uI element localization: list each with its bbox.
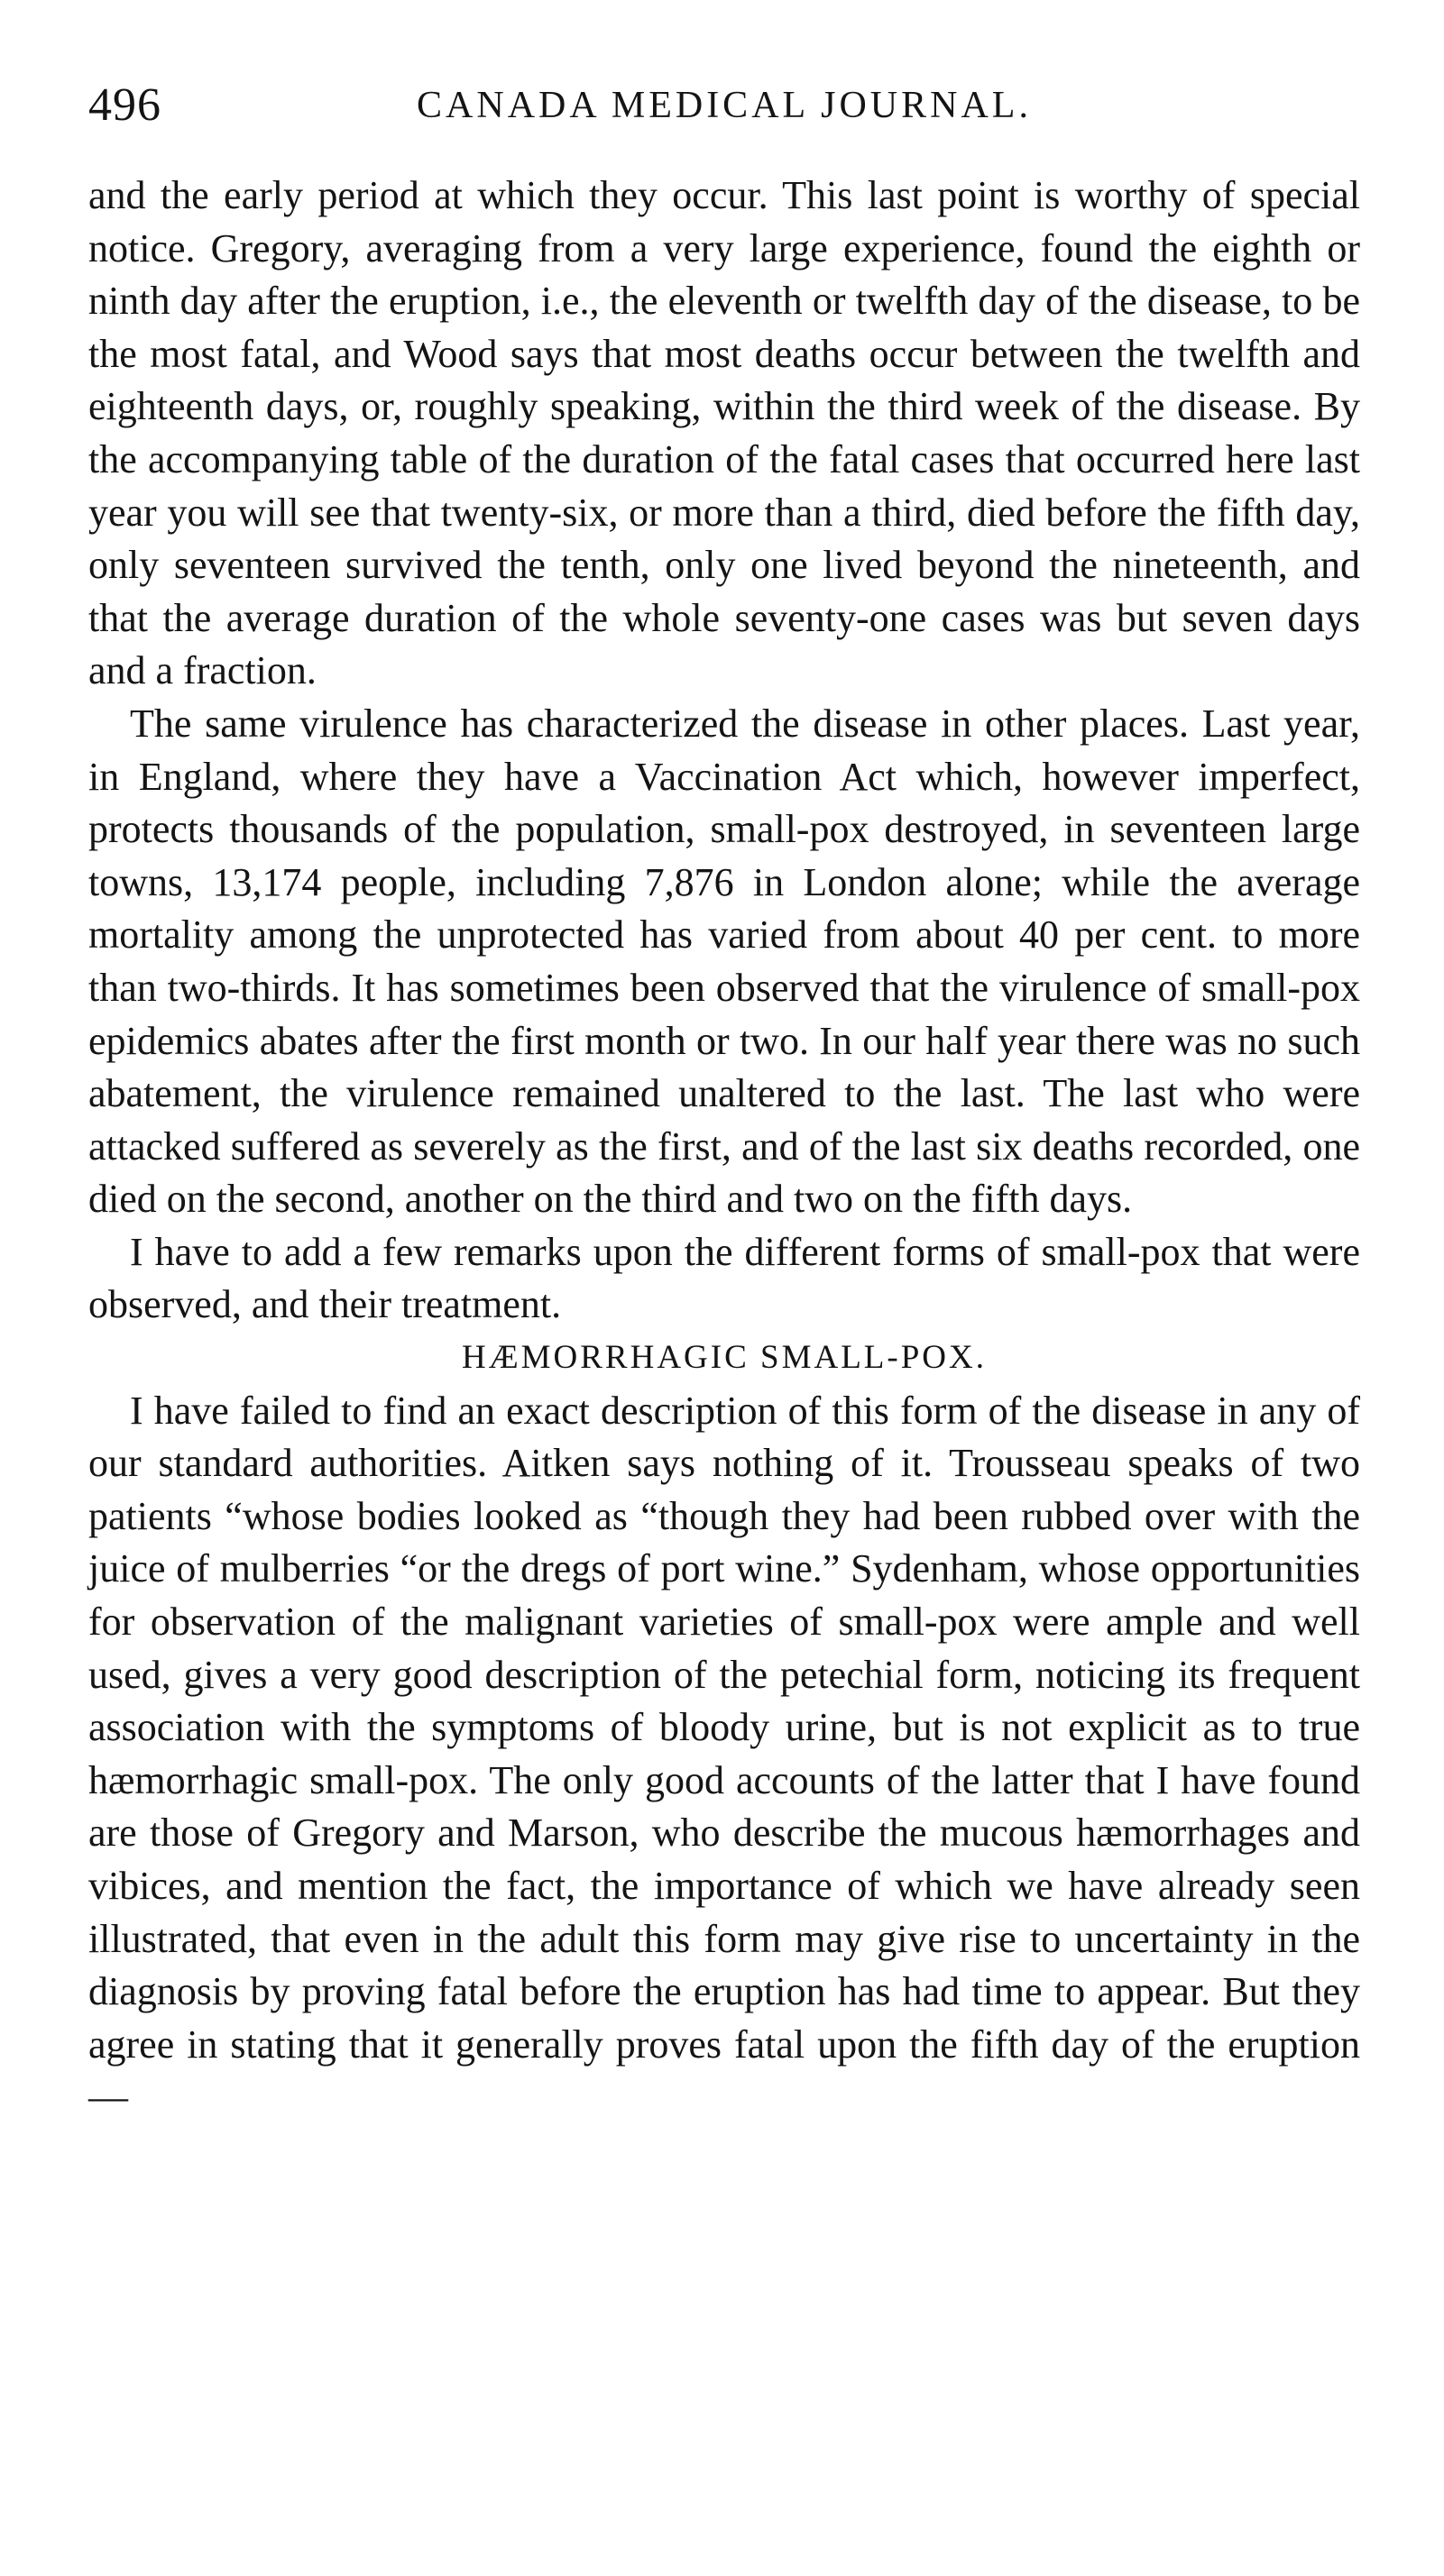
paragraph-virulence: The same virulence has characterized the disease in other places. Last year, in England, where they have a Vaccination Act which, however imperfect, protects thousands of the population, small-pox destroyed, in seventeen large towns, 13,174 people, including 7,876 in London alone; while the average mortality among the unprotected has varied from about 40 per cent. to more than two-thirds. It has sometimes been observed that the virulence of small-pox epidemics abates after the first month or two. In our half year there was no such abatement, the virulence remained unaltered to the last. The last who were attacked suffered as severely as the first, and of the last six deaths recorded, one died on the second, another on the third and two on the fifth days. [88, 701, 1360, 1222]
section-heading: HÆMORRHAGIC SMALL-POX. [462, 1339, 987, 1377]
paragraph-forms: I have to add a few remarks upon the different forms of small-pox that were observed, and their treatment. [88, 1229, 1360, 1327]
article-body [88, 170, 1360, 2124]
page-number: 496 [88, 79, 161, 131]
paragraph-continued: and the early period at which they occur. This last point is worthy of special notice. Gregory, averaging from a very large experience, found the eighth or ninth day after the eruption, i.e., the eleventh or twelfth day of the disease, to be the most fatal, and Wood says that most deaths occur between the twelfth and eighteenth days, or, roughly speaking, within the third week of the disease. By the accompanying table of the duration of the fatal cases that occurred here last year you will see that twenty-six, or more than a third, died before the fifth day, only seventeen survived the tenth, only one lived beyond the nineteenth, and that the average duration of the whole seventy-one cases was but seven days and a fraction. [88, 173, 1360, 693]
running-head [88, 74, 1360, 137]
paragraph-haemorrhagic: I have failed to find an exact description of this form of the disease in any of our standard authorities. Aitken says nothing of it. Trousseau speaks of two patients “whose bodies looked as “though they had been rubbed over with the juice of mulberries “or the dregs of port wine.” Sydenham, whose opportunities for observation of the malignant varieties of small-pox were ample and well used, gives a very good description of the petechial form, noticing its frequent association with the symptoms of bloody urine, but is not explicit as to true hæmorrhagic small-pox. The only good accounts of the latter that I have found are those of Gregory and Marson, who describe the mucous hæmorrhages and vibices, and mention the fact, the importance of which we have already seen illustrated, that even in the adult this form may give rise to uncertainty in the diagnosis by proving fatal before the eruption has had time to appear. But they agree in stating that it generally proves fatal upon the fifth day of the eruption— [88, 1388, 1360, 2120]
journal-title: CANADA MEDICAL JOURNAL. [417, 85, 1032, 126]
